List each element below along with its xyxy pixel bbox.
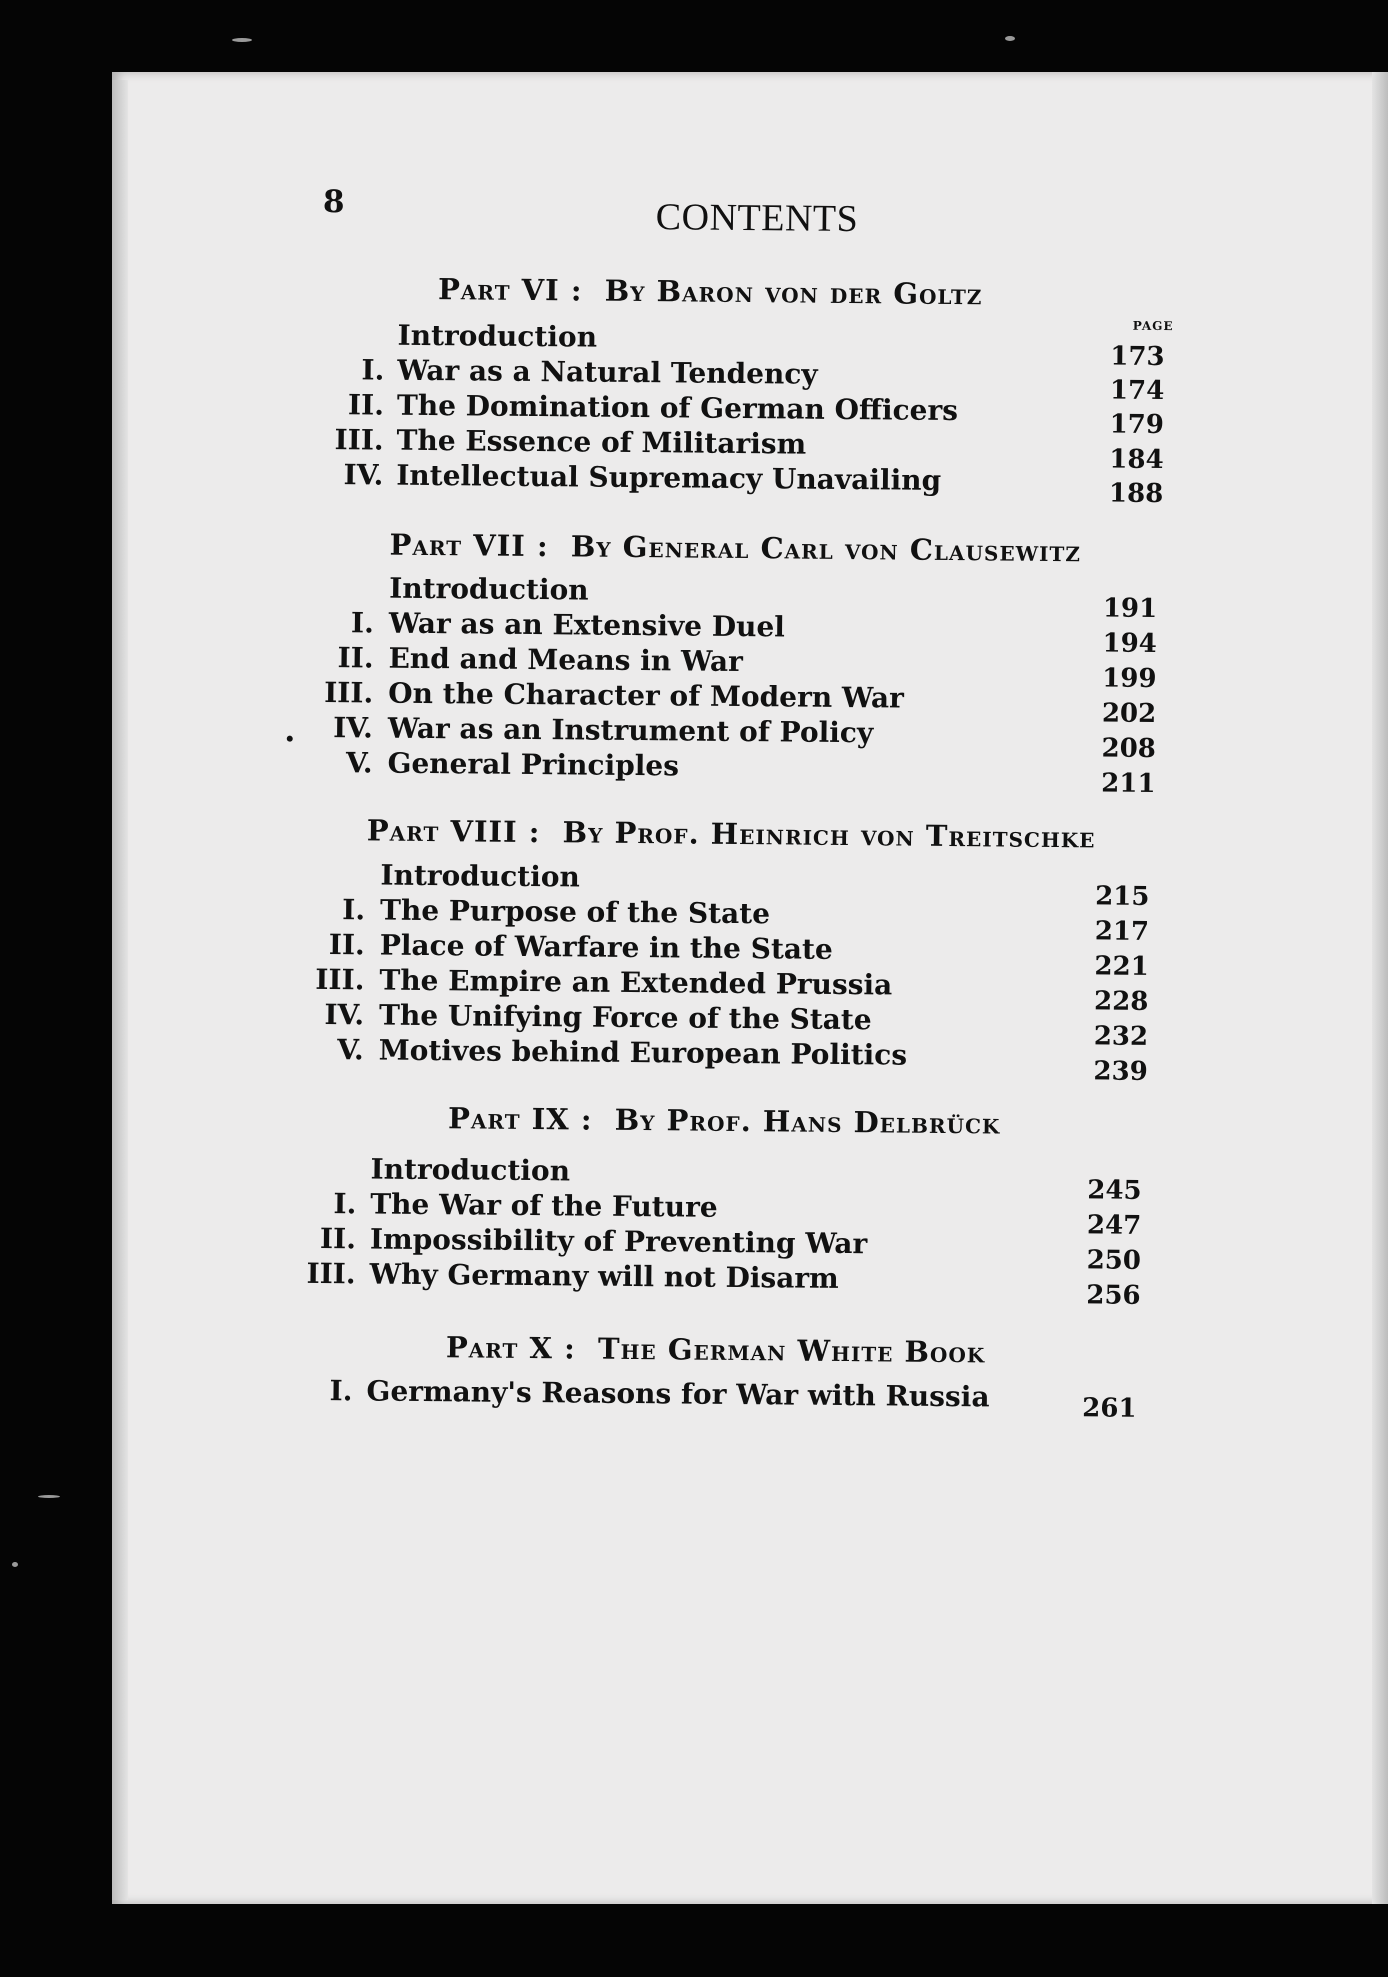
toc-entry-page: 250 (1086, 1245, 1142, 1276)
toc-entry-numeral: I. (350, 606, 375, 640)
toc-entry-title: Impossibility of Preventing War (369, 1222, 868, 1261)
toc-entry-title: War as an Instrument of Policy (387, 711, 874, 750)
part-label: Part IX : (447, 1101, 593, 1137)
toc-entry-page: 174 (1109, 375, 1165, 407)
scan-dust (1005, 36, 1015, 41)
toc-entry-title: The Unifying Force of the State (378, 998, 872, 1037)
toc-entry-page: 208 (1101, 733, 1156, 764)
part-label: Part VIII : (366, 813, 541, 850)
toc-entry-page: 221 (1094, 951, 1149, 982)
toc-entry-numeral: I. (342, 893, 366, 927)
toc-entry-numeral: I. (329, 1374, 353, 1408)
toc-entry-title: The War of the Future (370, 1187, 718, 1224)
toc-entry-title: Introduction (370, 1152, 571, 1188)
toc-entry-title: Place of Warfare in the State (379, 928, 833, 966)
toc-entry-page: 202 (1101, 698, 1157, 729)
part-label: Part VII : (389, 527, 549, 564)
toc-entry-page: 245 (1087, 1175, 1142, 1206)
toc-entry-page: 228 (1093, 986, 1149, 1017)
toc-entry-title: Introduction (389, 571, 589, 607)
toc-entry-page: 239 (1093, 1056, 1148, 1087)
toc-entry-numeral: III. (306, 1256, 356, 1291)
scan-dust (232, 38, 252, 42)
part-author: By General Carl von Clausewitz (570, 529, 1082, 569)
toc-entry-title: End and Means in War (388, 641, 744, 679)
toc-entry-title: On the Character of Modern War (388, 676, 904, 715)
toc-entry-title: The Domination of German Officers (396, 388, 959, 428)
toc-entry-title: Introduction (380, 858, 581, 894)
toc-entry-title: War as a Natural Tendency (397, 353, 818, 391)
toc-entry-page: 194 (1102, 628, 1157, 659)
toc-entry-title: The Empire an Extended Prussia (379, 963, 893, 1002)
toc-entry-title: The Purpose of the State (379, 893, 771, 931)
toc-entry-title: Intellectual Supremacy Unavailing (396, 458, 942, 497)
toc-entry-page: 215 (1094, 881, 1150, 912)
toc-entry-title: The Essence of Militarism (396, 423, 807, 461)
toc-entry-numeral: III. (334, 423, 384, 457)
toc-entry-page: 188 (1108, 478, 1164, 510)
part-heading (448, 1101, 1001, 1140)
running-head: CONTENTS (655, 196, 859, 241)
toc-entry-page: 247 (1086, 1210, 1142, 1241)
toc-entry-page: 173 (1110, 341, 1165, 373)
toc-entry-numeral: V. (337, 1033, 364, 1067)
part-author: The German White Book (597, 1331, 986, 1370)
toc-entry-numeral: III. (315, 962, 365, 997)
toc-entry-title: Motives behind European Politics (378, 1033, 908, 1072)
page-number: 8 (322, 183, 345, 221)
toc-entry-numeral: II. (328, 928, 365, 962)
toc-entry-numeral: I. (361, 353, 385, 387)
part-label: Part X : (445, 1330, 576, 1366)
part-author: By Baron von der Goltz (604, 273, 983, 312)
part-heading (446, 1330, 986, 1369)
toc-entry-numeral: IV. (333, 711, 374, 745)
toc-entry-page: 199 (1102, 663, 1157, 694)
part-heading (367, 813, 1096, 854)
toc-entry-title: War as an Extensive Duel (388, 606, 786, 644)
toc-entry-numeral: V. (345, 746, 373, 780)
toc-entry-title: Introduction (397, 318, 598, 354)
toc-entry-numeral: I. (333, 1187, 357, 1221)
part-author: By Prof. Heinrich von Treitschke (562, 815, 1096, 855)
toc-entry-page: 256 (1086, 1280, 1141, 1311)
toc-entry-page: 217 (1094, 916, 1150, 947)
toc-entry-page: 179 (1109, 409, 1165, 441)
ink-speck (287, 736, 293, 742)
part-heading (438, 272, 983, 311)
toc-entry-title: Why Germany will not Disarm (369, 1257, 839, 1295)
part-heading (389, 528, 1081, 569)
toc-entry-numeral: III. (323, 676, 374, 710)
toc-entry-numeral: II. (319, 1221, 357, 1256)
toc-entry-page: 184 (1109, 444, 1164, 476)
toc-entry-title: General Principles (387, 746, 680, 783)
toc-entry-title: Germany's Reasons for War with Russia (366, 1374, 990, 1414)
toc-entry-numeral: IV. (324, 998, 365, 1032)
toc-entry-page: 191 (1102, 593, 1158, 624)
scan-dust (12, 1562, 18, 1567)
toc-entry-page: 211 (1101, 768, 1156, 799)
part-label: Part VI : (437, 272, 583, 308)
toc-entry-numeral: II. (347, 388, 385, 422)
page-column-label: PAGE (1132, 318, 1174, 334)
toc-entry-page: 261 (1082, 1393, 1137, 1424)
part-author: By Prof. Hans Delbrück (614, 1102, 1001, 1141)
toc-entry-numeral: IV. (343, 458, 384, 492)
toc-entry-page: 232 (1093, 1021, 1149, 1052)
toc-entry-numeral: II. (337, 641, 374, 675)
scan-dust (38, 1495, 60, 1498)
